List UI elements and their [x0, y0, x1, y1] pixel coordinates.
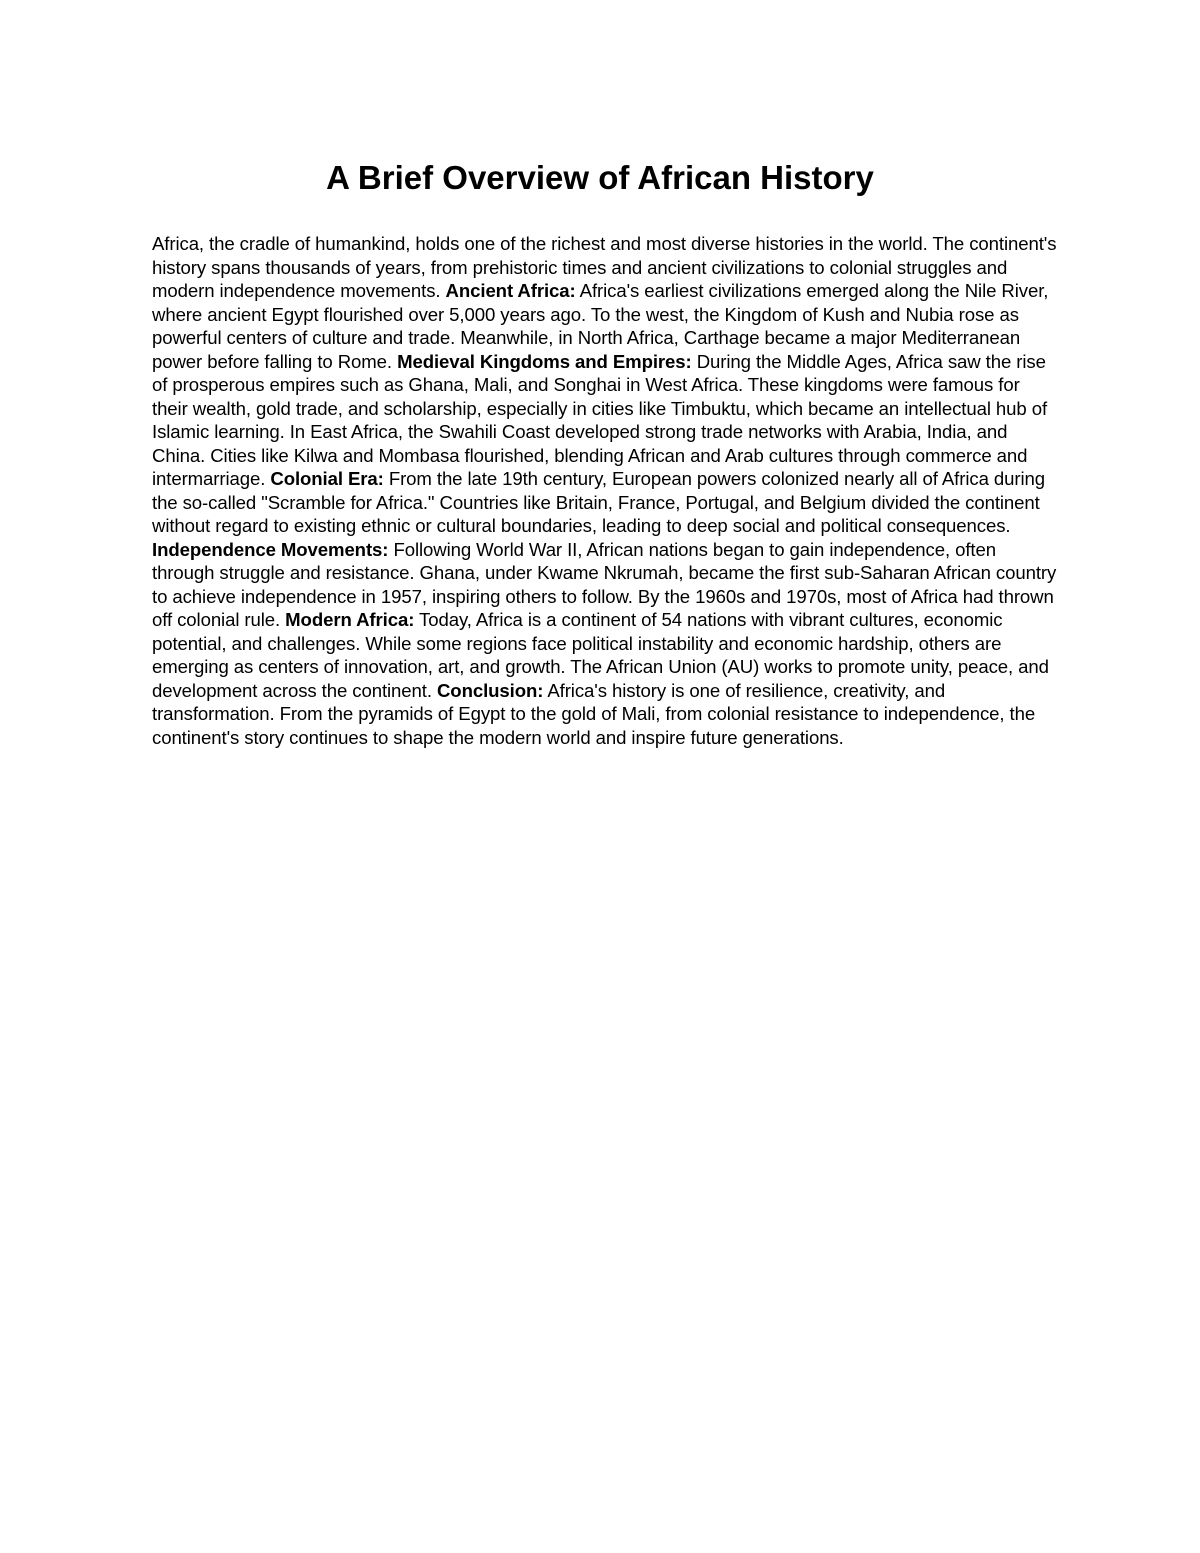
section-heading-independence-movements: Independence Movements:	[152, 538, 389, 560]
intro-text: Africa, the cradle of humankind, holds one of the richest and most diverse histories in the world. The continent's history spans thousands of years, from prehistoric times and ancient civilizations to colonial struggles and modern independence movements.	[152, 233, 1057, 301]
section-heading-conclusion: Conclusion:	[436, 679, 544, 701]
section-heading-modern-africa: Modern Africa:	[285, 609, 415, 630]
section-heading-ancient-africa: Ancient Africa:	[445, 280, 576, 301]
section-text-independence-movements: Following World War II, African nations began to gain independence, often through struggle and resistance. Ghana, under Kwame Nkrumah, became the first sub-Saharan African country to achieve independence in 1957, inspiring others to follow. By the 1960s and 1970s, most of Africa had thrown off colonial rule.	[152, 538, 1057, 630]
section-text-ancient-africa: Africa's earliest civilizations emerged along the Nile River, where ancient Egypt flourished over 5,000 years ago. To the west, the Kingdom of Kush and Nubia rose as powerful centers of culture and trade. Meanwhile, in North Africa, Carthage became a major Mediterranean power before falling to Rome.	[152, 280, 1049, 372]
body-paragraph	[152, 232, 1057, 749]
section-text-colonial-era: From the late 19th century, European powers colonized nearly all of Africa during the so-called "Scramble for Africa." Countries like Britain, France, Portugal, and Belgium divided the continent without regard to existing ethnic or cultural boundaries, leading to deep social and political consequences.	[152, 468, 1045, 536]
section-heading-medieval-kingdoms: Medieval Kingdoms and Empires:	[397, 350, 692, 372]
section-text-modern-africa: Today, Africa is a continent of 54 nations with vibrant cultures, economic potential, and challenges. While some regions face political instability and economic hardship, others are emerging as centers of innovation, art, and growth. The African Union (AU) works to promote unity, peace, and development across the continent.	[152, 609, 1049, 701]
page-title: A Brief Overview of African History	[326, 159, 874, 196]
section-text-medieval-kingdoms: During the Middle Ages, Africa saw the rise of prosperous empires such as Ghana, Mali, and Songhai in West Africa. These kingdoms were famous for their wealth, gold trade, and scholarship, especially in cities like Timbuktu, which became an intellectual hub of Islamic learning. In East Africa, the Swahili Coast developed strong trade networks with Arabia, India, and China. Cities like Kilwa and Mombasa flourished, blending African and Arab cultures through commerce and intermarriage.	[152, 350, 1048, 489]
section-heading-colonial-era: Colonial Era:	[270, 468, 384, 489]
section-text-conclusion: Africa's history is one of resilience, creativity, and transformation. From the pyramids of Egypt to the gold of Mali, from colonial resistance to independence, the continent's story continues to shape the modern world and inspire future generations.	[152, 679, 1036, 748]
